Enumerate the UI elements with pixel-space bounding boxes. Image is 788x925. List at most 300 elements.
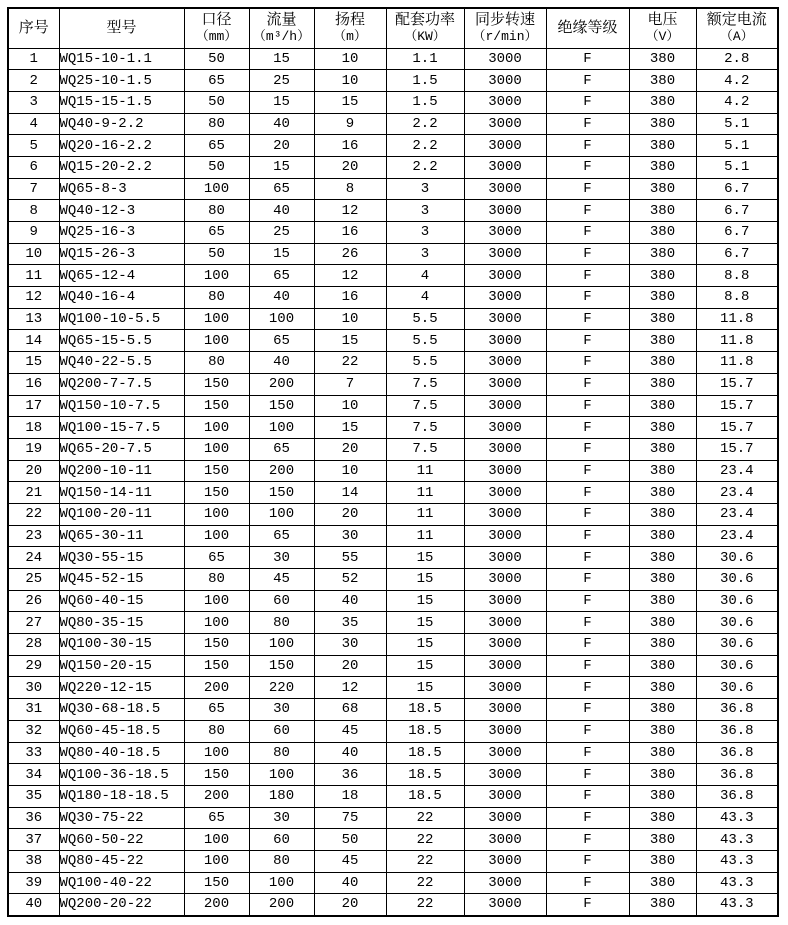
- cell-power: 2.2: [386, 156, 464, 178]
- cell-head: 40: [314, 742, 386, 764]
- cell-insulation: F: [546, 590, 629, 612]
- table-row: [8, 894, 778, 916]
- cell-speed: 3000: [464, 569, 546, 591]
- cell-model: WQ65-20-7.5: [59, 438, 184, 460]
- table-row: [8, 764, 778, 786]
- cell-model: WQ60-40-15: [59, 590, 184, 612]
- cell-diameter: 100: [184, 178, 249, 200]
- table-row: [8, 373, 778, 395]
- cell-diameter: 65: [184, 699, 249, 721]
- cell-insulation: F: [546, 308, 629, 330]
- cell-flow: 65: [249, 438, 314, 460]
- cell-power: 3: [386, 222, 464, 244]
- cell-head: 12: [314, 200, 386, 222]
- cell-flow: 40: [249, 200, 314, 222]
- cell-index: 1: [8, 48, 59, 70]
- table-row: [8, 352, 778, 374]
- cell-voltage: 380: [629, 135, 696, 157]
- cell-flow: 100: [249, 634, 314, 656]
- cell-diameter: 100: [184, 612, 249, 634]
- column-label: 绝缘等级: [557, 19, 618, 37]
- cell-current: 6.7: [696, 200, 778, 222]
- cell-insulation: F: [546, 569, 629, 591]
- cell-flow: 40: [249, 287, 314, 309]
- cell-power: 15: [386, 590, 464, 612]
- cell-head: 40: [314, 590, 386, 612]
- table-row: [8, 178, 778, 200]
- table-row: [8, 287, 778, 309]
- table-row: [8, 395, 778, 417]
- table-row: [8, 113, 778, 135]
- cell-diameter: 80: [184, 720, 249, 742]
- cell-index: 32: [8, 720, 59, 742]
- cell-insulation: F: [546, 287, 629, 309]
- cell-speed: 3000: [464, 308, 546, 330]
- cell-voltage: 380: [629, 243, 696, 265]
- cell-voltage: 380: [629, 308, 696, 330]
- cell-insulation: F: [546, 699, 629, 721]
- cell-current: 43.3: [696, 894, 778, 916]
- cell-power: 18.5: [386, 720, 464, 742]
- cell-head: 30: [314, 634, 386, 656]
- cell-power: 1.1: [386, 48, 464, 70]
- cell-speed: 3000: [464, 850, 546, 872]
- column-header-voltage: [629, 8, 696, 48]
- cell-power: 4: [386, 265, 464, 287]
- cell-insulation: F: [546, 785, 629, 807]
- cell-speed: 3000: [464, 373, 546, 395]
- cell-power: 15: [386, 547, 464, 569]
- column-label: 配套功率: [394, 11, 455, 29]
- cell-index: 11: [8, 265, 59, 287]
- cell-speed: 3000: [464, 503, 546, 525]
- cell-current: 30.6: [696, 569, 778, 591]
- cell-diameter: 150: [184, 460, 249, 482]
- cell-current: 6.7: [696, 178, 778, 200]
- cell-power: 22: [386, 829, 464, 851]
- cell-insulation: F: [546, 417, 629, 439]
- table-row: [8, 677, 778, 699]
- cell-flow: 200: [249, 894, 314, 916]
- cell-model: WQ30-55-15: [59, 547, 184, 569]
- cell-diameter: 100: [184, 330, 249, 352]
- table-row: [8, 135, 778, 157]
- cell-diameter: 100: [184, 829, 249, 851]
- cell-current: 6.7: [696, 243, 778, 265]
- cell-index: 13: [8, 308, 59, 330]
- cell-head: 16: [314, 222, 386, 244]
- cell-flow: 80: [249, 850, 314, 872]
- cell-head: 12: [314, 265, 386, 287]
- cell-insulation: F: [546, 91, 629, 113]
- cell-speed: 3000: [464, 872, 546, 894]
- cell-power: 18.5: [386, 699, 464, 721]
- cell-speed: 3000: [464, 764, 546, 786]
- cell-flow: 25: [249, 70, 314, 92]
- cell-current: 15.7: [696, 438, 778, 460]
- cell-model: WQ100-30-15: [59, 634, 184, 656]
- cell-diameter: 100: [184, 850, 249, 872]
- cell-power: 1.5: [386, 91, 464, 113]
- cell-model: WQ25-16-3: [59, 222, 184, 244]
- cell-voltage: 380: [629, 287, 696, 309]
- cell-index: 29: [8, 655, 59, 677]
- cell-insulation: F: [546, 482, 629, 504]
- table-row: [8, 872, 778, 894]
- cell-index: 8: [8, 200, 59, 222]
- column-unit: （V）: [645, 29, 680, 45]
- cell-voltage: 380: [629, 720, 696, 742]
- cell-current: 11.8: [696, 308, 778, 330]
- cell-index: 27: [8, 612, 59, 634]
- table-row: [8, 482, 778, 504]
- cell-voltage: 380: [629, 547, 696, 569]
- cell-index: 21: [8, 482, 59, 504]
- cell-head: 40: [314, 872, 386, 894]
- cell-index: 15: [8, 352, 59, 374]
- cell-current: 6.7: [696, 222, 778, 244]
- column-header-head: [314, 8, 386, 48]
- table-row: [8, 70, 778, 92]
- cell-model: WQ60-50-22: [59, 829, 184, 851]
- cell-current: 36.8: [696, 764, 778, 786]
- cell-flow: 60: [249, 720, 314, 742]
- column-label: 扬程: [334, 11, 365, 29]
- cell-current: 23.4: [696, 460, 778, 482]
- cell-power: 11: [386, 503, 464, 525]
- cell-insulation: F: [546, 742, 629, 764]
- table-row: [8, 720, 778, 742]
- table-row: [8, 91, 778, 113]
- cell-diameter: 150: [184, 482, 249, 504]
- cell-diameter: 100: [184, 417, 249, 439]
- cell-voltage: 380: [629, 156, 696, 178]
- cell-diameter: 150: [184, 655, 249, 677]
- cell-flow: 40: [249, 113, 314, 135]
- table-body: [8, 48, 778, 916]
- cell-diameter: 150: [184, 634, 249, 656]
- column-header-diameter: [184, 8, 249, 48]
- cell-voltage: 380: [629, 525, 696, 547]
- cell-flow: 180: [249, 785, 314, 807]
- cell-speed: 3000: [464, 677, 546, 699]
- cell-current: 4.2: [696, 91, 778, 113]
- table-row: [8, 308, 778, 330]
- cell-voltage: 380: [629, 634, 696, 656]
- cell-current: 8.8: [696, 287, 778, 309]
- cell-voltage: 380: [629, 503, 696, 525]
- cell-index: 2: [8, 70, 59, 92]
- cell-diameter: 150: [184, 395, 249, 417]
- table-row: [8, 785, 778, 807]
- cell-voltage: 380: [629, 699, 696, 721]
- cell-power: 15: [386, 634, 464, 656]
- column-label: 口径: [201, 11, 232, 29]
- table-row: [8, 590, 778, 612]
- cell-voltage: 380: [629, 373, 696, 395]
- table-row: [8, 48, 778, 70]
- cell-head: 20: [314, 894, 386, 916]
- cell-voltage: 380: [629, 48, 696, 70]
- cell-diameter: 100: [184, 742, 249, 764]
- column-unit: （m）: [333, 29, 367, 45]
- cell-diameter: 65: [184, 70, 249, 92]
- cell-index: 36: [8, 807, 59, 829]
- cell-head: 20: [314, 156, 386, 178]
- cell-current: 43.3: [696, 850, 778, 872]
- cell-speed: 3000: [464, 200, 546, 222]
- cell-model: WQ40-22-5.5: [59, 352, 184, 374]
- cell-current: 43.3: [696, 807, 778, 829]
- cell-index: 17: [8, 395, 59, 417]
- cell-flow: 150: [249, 655, 314, 677]
- cell-insulation: F: [546, 395, 629, 417]
- cell-power: 22: [386, 872, 464, 894]
- cell-flow: 80: [249, 742, 314, 764]
- cell-current: 23.4: [696, 503, 778, 525]
- cell-head: 35: [314, 612, 386, 634]
- cell-power: 7.5: [386, 417, 464, 439]
- cell-voltage: 380: [629, 70, 696, 92]
- cell-current: 36.8: [696, 720, 778, 742]
- cell-insulation: F: [546, 460, 629, 482]
- cell-voltage: 380: [629, 265, 696, 287]
- cell-voltage: 380: [629, 178, 696, 200]
- table-row: [8, 525, 778, 547]
- cell-insulation: F: [546, 352, 629, 374]
- cell-power: 2.2: [386, 135, 464, 157]
- table-row: [8, 742, 778, 764]
- cell-current: 30.6: [696, 590, 778, 612]
- cell-diameter: 65: [184, 547, 249, 569]
- cell-current: 5.1: [696, 113, 778, 135]
- table-row: [8, 156, 778, 178]
- cell-speed: 3000: [464, 785, 546, 807]
- cell-diameter: 65: [184, 222, 249, 244]
- cell-head: 12: [314, 677, 386, 699]
- cell-current: 36.8: [696, 785, 778, 807]
- cell-model: WQ200-20-22: [59, 894, 184, 916]
- cell-model: WQ150-10-7.5: [59, 395, 184, 417]
- cell-model: WQ30-75-22: [59, 807, 184, 829]
- cell-flow: 65: [249, 178, 314, 200]
- cell-speed: 3000: [464, 547, 546, 569]
- cell-flow: 100: [249, 308, 314, 330]
- cell-index: 10: [8, 243, 59, 265]
- cell-head: 36: [314, 764, 386, 786]
- cell-head: 10: [314, 48, 386, 70]
- cell-voltage: 380: [629, 850, 696, 872]
- cell-voltage: 380: [629, 764, 696, 786]
- cell-power: 11: [386, 460, 464, 482]
- cell-diameter: 50: [184, 91, 249, 113]
- cell-head: 68: [314, 699, 386, 721]
- cell-power: 15: [386, 655, 464, 677]
- cell-voltage: 380: [629, 482, 696, 504]
- cell-insulation: F: [546, 113, 629, 135]
- cell-voltage: 380: [629, 829, 696, 851]
- cell-insulation: F: [546, 135, 629, 157]
- table-row: [8, 612, 778, 634]
- cell-speed: 3000: [464, 699, 546, 721]
- cell-power: 22: [386, 850, 464, 872]
- cell-insulation: F: [546, 178, 629, 200]
- cell-head: 20: [314, 438, 386, 460]
- cell-head: 10: [314, 308, 386, 330]
- cell-head: 14: [314, 482, 386, 504]
- cell-power: 22: [386, 807, 464, 829]
- cell-insulation: F: [546, 222, 629, 244]
- cell-head: 45: [314, 850, 386, 872]
- cell-flow: 65: [249, 525, 314, 547]
- cell-speed: 3000: [464, 525, 546, 547]
- cell-diameter: 80: [184, 113, 249, 135]
- cell-model: WQ45-52-15: [59, 569, 184, 591]
- cell-flow: 65: [249, 265, 314, 287]
- cell-voltage: 380: [629, 438, 696, 460]
- cell-voltage: 380: [629, 894, 696, 916]
- cell-speed: 3000: [464, 742, 546, 764]
- cell-speed: 3000: [464, 222, 546, 244]
- cell-power: 7.5: [386, 438, 464, 460]
- cell-voltage: 380: [629, 785, 696, 807]
- cell-model: WQ100-20-11: [59, 503, 184, 525]
- cell-power: 18.5: [386, 785, 464, 807]
- cell-head: 55: [314, 547, 386, 569]
- cell-power: 5.5: [386, 352, 464, 374]
- table-row: [8, 503, 778, 525]
- cell-diameter: 80: [184, 352, 249, 374]
- cell-head: 18: [314, 785, 386, 807]
- cell-model: WQ15-20-2.2: [59, 156, 184, 178]
- cell-index: 4: [8, 113, 59, 135]
- cell-flow: 100: [249, 764, 314, 786]
- cell-model: WQ20-16-2.2: [59, 135, 184, 157]
- table-header: [8, 8, 778, 48]
- cell-flow: 60: [249, 829, 314, 851]
- cell-power: 11: [386, 482, 464, 504]
- table-row: [8, 807, 778, 829]
- cell-diameter: 50: [184, 156, 249, 178]
- cell-index: 26: [8, 590, 59, 612]
- cell-head: 52: [314, 569, 386, 591]
- cell-model: WQ40-12-3: [59, 200, 184, 222]
- cell-power: 3: [386, 178, 464, 200]
- cell-speed: 3000: [464, 178, 546, 200]
- column-header-flow: [249, 8, 314, 48]
- cell-model: WQ65-15-5.5: [59, 330, 184, 352]
- cell-diameter: 100: [184, 438, 249, 460]
- cell-power: 7.5: [386, 395, 464, 417]
- cell-head: 30: [314, 525, 386, 547]
- cell-power: 1.5: [386, 70, 464, 92]
- cell-index: 37: [8, 829, 59, 851]
- cell-speed: 3000: [464, 612, 546, 634]
- table-row: [8, 547, 778, 569]
- cell-speed: 3000: [464, 894, 546, 916]
- column-label: 额定电流: [706, 11, 767, 29]
- cell-current: 30.6: [696, 612, 778, 634]
- cell-diameter: 50: [184, 48, 249, 70]
- table-row: [8, 417, 778, 439]
- cell-insulation: F: [546, 764, 629, 786]
- cell-index: 24: [8, 547, 59, 569]
- cell-head: 45: [314, 720, 386, 742]
- cell-current: 36.8: [696, 742, 778, 764]
- cell-insulation: F: [546, 872, 629, 894]
- cell-model: WQ30-68-18.5: [59, 699, 184, 721]
- column-label: 序号: [18, 19, 49, 37]
- cell-insulation: F: [546, 829, 629, 851]
- cell-speed: 3000: [464, 807, 546, 829]
- cell-flow: 100: [249, 503, 314, 525]
- cell-power: 5.5: [386, 330, 464, 352]
- cell-insulation: F: [546, 200, 629, 222]
- table-row: [8, 222, 778, 244]
- cell-current: 11.8: [696, 330, 778, 352]
- cell-model: WQ150-14-11: [59, 482, 184, 504]
- cell-insulation: F: [546, 525, 629, 547]
- cell-flow: 30: [249, 699, 314, 721]
- cell-current: 5.1: [696, 156, 778, 178]
- cell-insulation: F: [546, 156, 629, 178]
- cell-current: 23.4: [696, 482, 778, 504]
- cell-index: 7: [8, 178, 59, 200]
- table-row: [8, 850, 778, 872]
- cell-flow: 80: [249, 612, 314, 634]
- cell-flow: 30: [249, 807, 314, 829]
- cell-current: 4.2: [696, 70, 778, 92]
- cell-flow: 150: [249, 395, 314, 417]
- cell-current: 43.3: [696, 829, 778, 851]
- cell-insulation: F: [546, 70, 629, 92]
- cell-voltage: 380: [629, 352, 696, 374]
- cell-voltage: 380: [629, 677, 696, 699]
- cell-diameter: 80: [184, 287, 249, 309]
- cell-model: WQ15-10-1.1: [59, 48, 184, 70]
- cell-diameter: 150: [184, 764, 249, 786]
- cell-voltage: 380: [629, 395, 696, 417]
- cell-index: 6: [8, 156, 59, 178]
- column-unit: （mm）: [195, 29, 238, 45]
- cell-speed: 3000: [464, 634, 546, 656]
- cell-speed: 3000: [464, 352, 546, 374]
- cell-insulation: F: [546, 612, 629, 634]
- cell-index: 39: [8, 872, 59, 894]
- cell-insulation: F: [546, 438, 629, 460]
- cell-index: 35: [8, 785, 59, 807]
- cell-flow: 40: [249, 352, 314, 374]
- cell-model: WQ65-30-11: [59, 525, 184, 547]
- cell-index: 38: [8, 850, 59, 872]
- column-header-index: [8, 8, 59, 48]
- cell-speed: 3000: [464, 655, 546, 677]
- header-row: [8, 8, 778, 48]
- cell-insulation: F: [546, 373, 629, 395]
- cell-head: 16: [314, 287, 386, 309]
- cell-power: 18.5: [386, 742, 464, 764]
- cell-voltage: 380: [629, 612, 696, 634]
- cell-model: WQ100-36-18.5: [59, 764, 184, 786]
- cell-power: 18.5: [386, 764, 464, 786]
- cell-diameter: 80: [184, 569, 249, 591]
- cell-current: 2.8: [696, 48, 778, 70]
- cell-index: 18: [8, 417, 59, 439]
- cell-speed: 3000: [464, 330, 546, 352]
- cell-diameter: 150: [184, 373, 249, 395]
- table-row: [8, 655, 778, 677]
- cell-model: WQ40-16-4: [59, 287, 184, 309]
